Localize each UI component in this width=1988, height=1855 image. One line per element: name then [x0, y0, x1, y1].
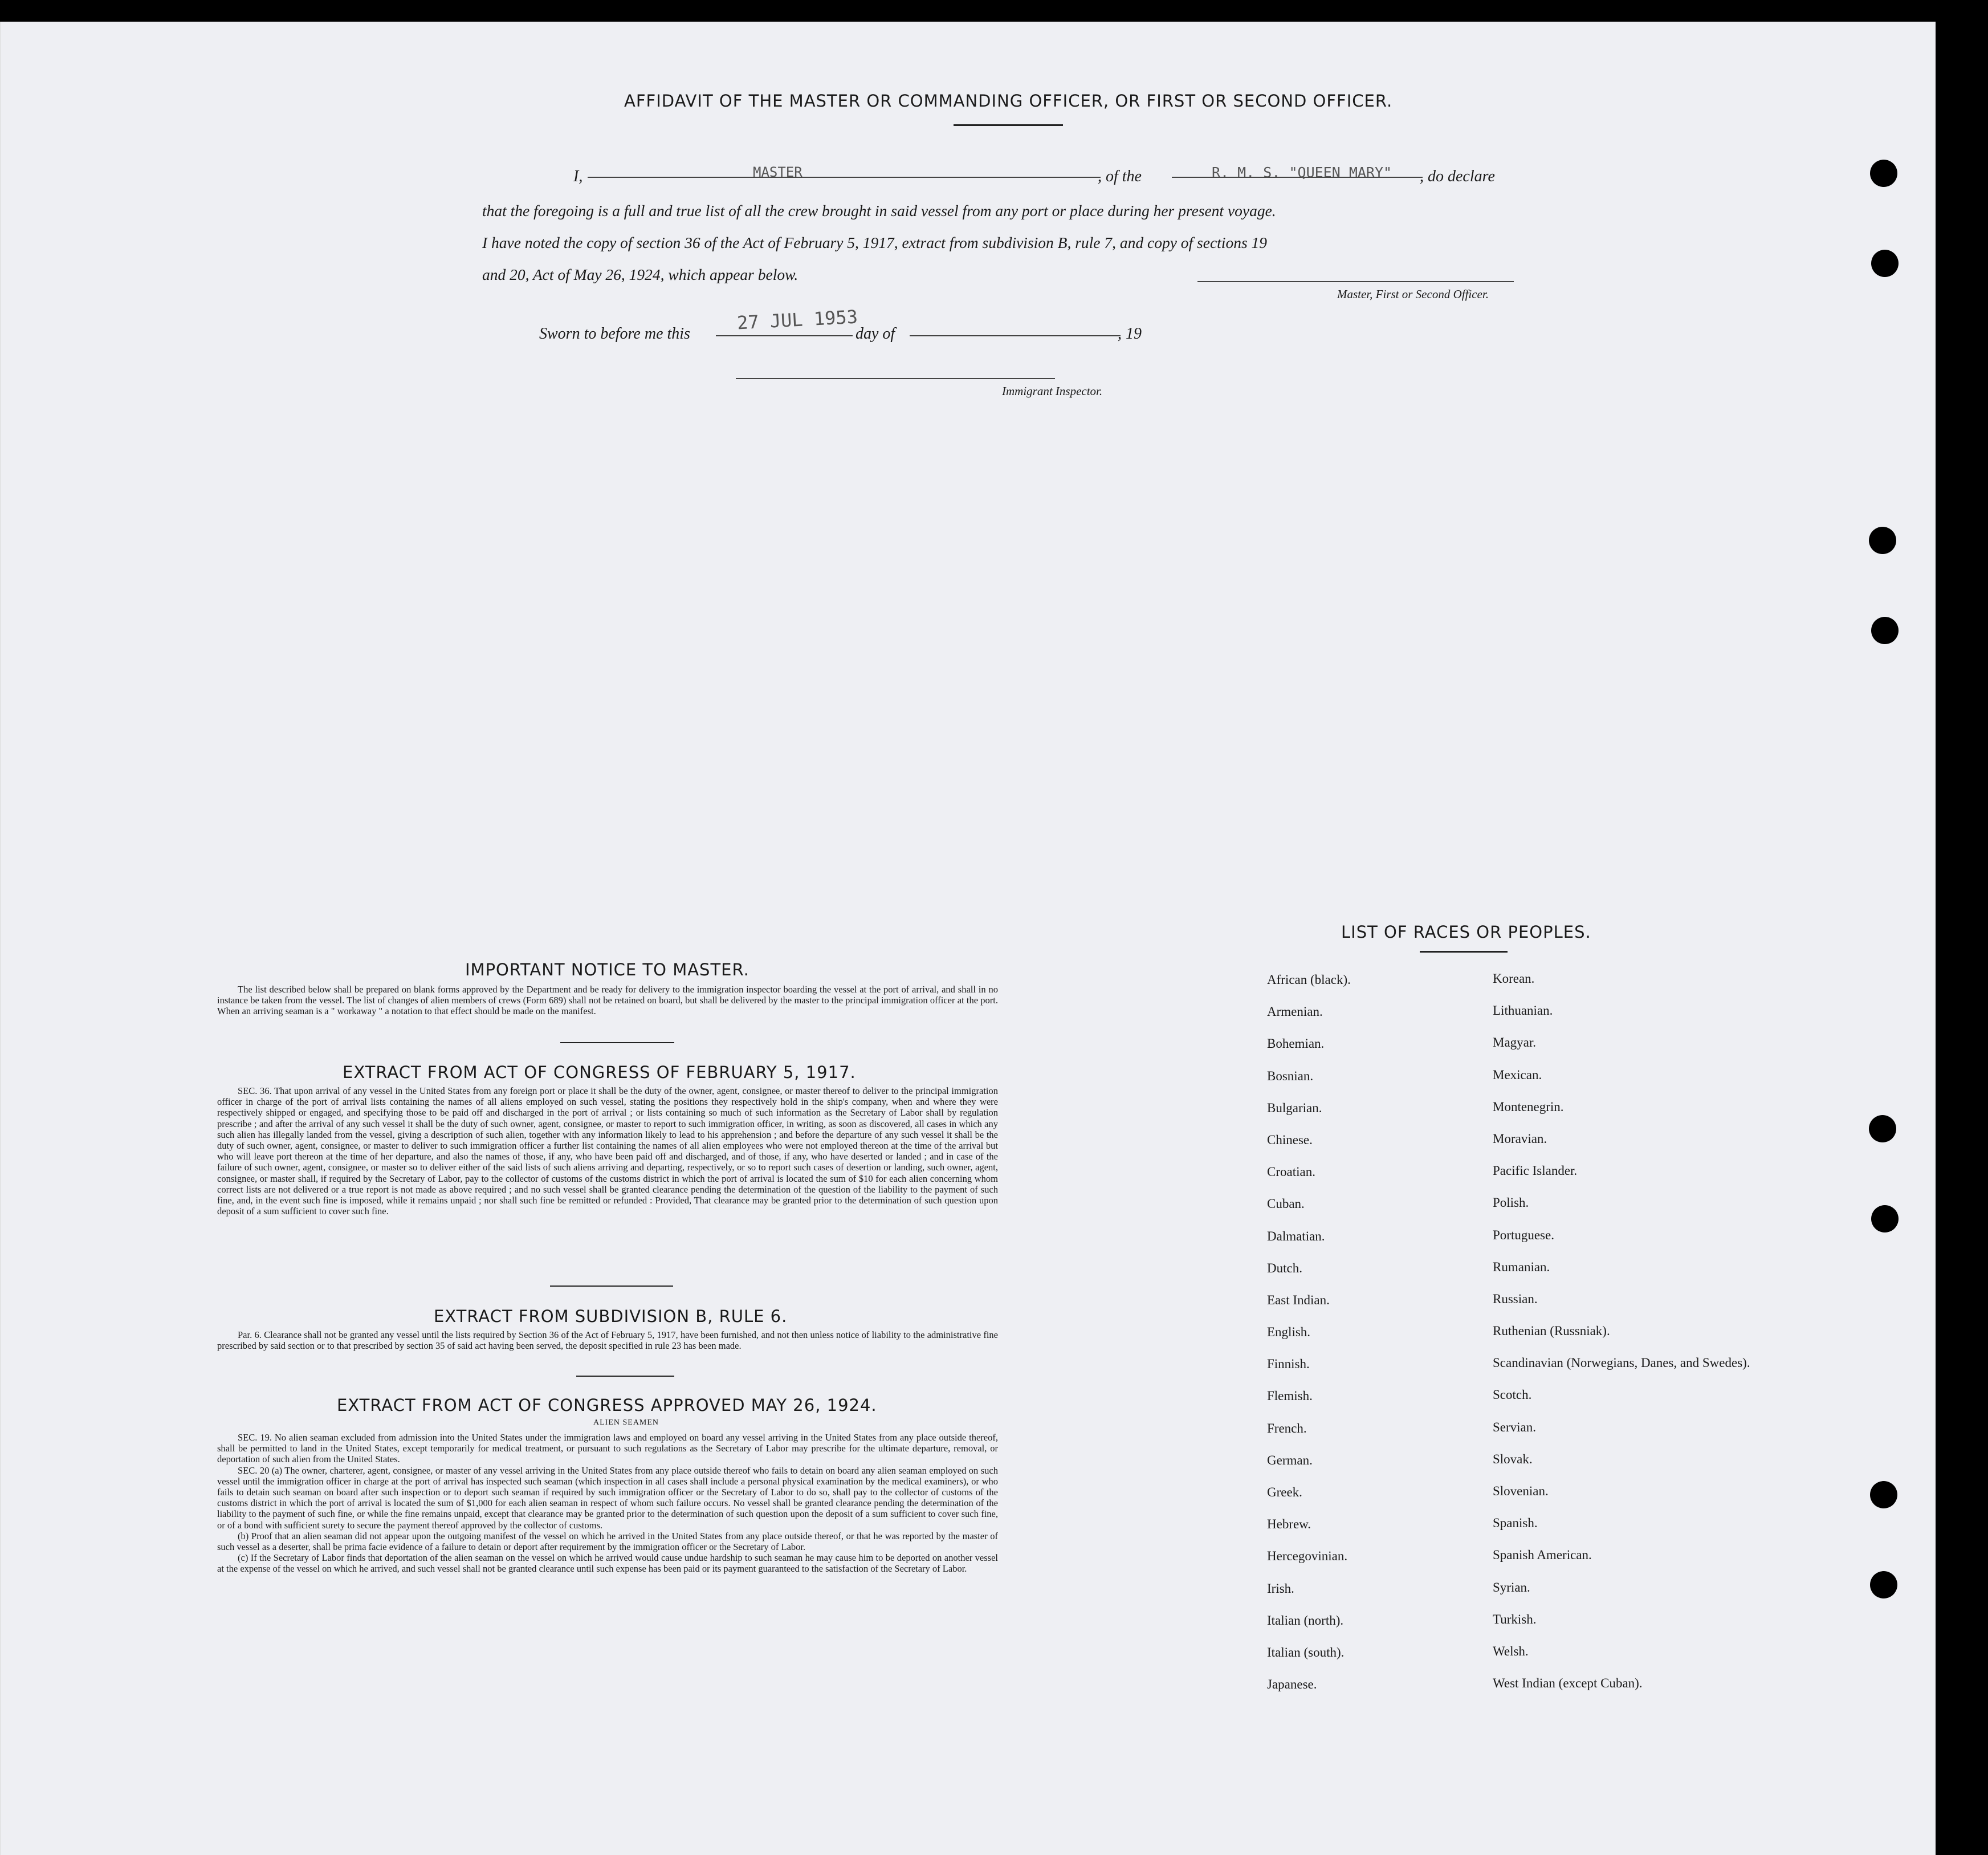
- race-item: Italian (north).: [1267, 1613, 1344, 1628]
- race-item: Armenian.: [1267, 1004, 1323, 1019]
- race-item: Cuban.: [1267, 1197, 1305, 1211]
- race-item: Magyar.: [1493, 1035, 1537, 1050]
- race-item: Korean.: [1493, 971, 1535, 986]
- race-item: Scandinavian (Norwegians, Danes, and Swedes).: [1493, 1356, 1750, 1370]
- race-item: Slovak.: [1493, 1451, 1533, 1466]
- punch-hole: [1870, 1571, 1897, 1598]
- race-item: Moravian.: [1493, 1131, 1547, 1146]
- divider-3: [576, 1376, 674, 1377]
- divider-2: [550, 1286, 673, 1287]
- race-item: Finnish.: [1267, 1357, 1310, 1372]
- of-the-label: , of the: [1098, 168, 1142, 185]
- notice-title: IMPORTANT NOTICE TO MASTER.: [465, 960, 749, 979]
- race-item: Slovenian.: [1493, 1484, 1549, 1498]
- race-item: Spanish American.: [1493, 1548, 1592, 1563]
- race-item: Mexican.: [1493, 1067, 1542, 1082]
- race-item: Irish.: [1267, 1581, 1294, 1596]
- declaration-line-2: I have noted the copy of section 36 of the Act of February 5, 1917, extract from subdivision B, rule 7, and copy of sections 19: [482, 234, 1268, 251]
- punch-hole: [1870, 160, 1897, 187]
- race-item: Greek.: [1267, 1485, 1302, 1499]
- name-stamp: MASTER: [753, 164, 802, 180]
- punch-hole: [1871, 250, 1899, 277]
- inspector-line: [736, 378, 1055, 379]
- notice-text: The list described below shall be prepared on blank forms approved by the Department and be ready for delivery to the immigration inspector boarding the vessel at the port of arrival, and shall in no instance be taken from the vessel. The list of changes of alien members of crews (Form 689) shall not be retained on board, but shall be delivered by the master to the principal immigration officer at the port. When an arriving seaman is a " workaway " a notation to that effect should be made on the manifest.: [217, 984, 998, 1017]
- race-item: West Indian (except Cuban).: [1493, 1676, 1643, 1691]
- day-blank-line: [716, 335, 853, 336]
- race-item: Portuguese.: [1493, 1227, 1554, 1242]
- race-item: Spanish.: [1493, 1516, 1538, 1531]
- manifest-page: [0, 22, 1936, 1855]
- extract-1924-title: EXTRACT FROM ACT OF CONGRESS APPROVED MAY 26, 1924.: [337, 1396, 877, 1415]
- race-item: Russian.: [1493, 1291, 1538, 1306]
- inspector-caption: Immigrant Inspector.: [1002, 384, 1103, 398]
- i-label: I,: [573, 168, 583, 185]
- month-blank-line: [910, 335, 1121, 336]
- race-item: African (black).: [1267, 973, 1351, 987]
- declaration-line-1: that the foregoing is a full and true list of all the crew brought in said vessel from any port or place during her present voyage.: [482, 202, 1276, 219]
- race-item: Servian.: [1493, 1419, 1537, 1434]
- race-item: Syrian.: [1493, 1580, 1530, 1594]
- subdivision-b-text: Par. 6. Clearance shall not be granted any vessel until the lists required by Section 36 of the Act of February 5, 1917, have been furnished, and not then unless notice of liability to the administrative fine prescribed by said section or to that prescribed by section 35 of said act having been served, the deposit specified in rule 23 has been made.: [217, 1329, 998, 1352]
- race-item: Flemish.: [1267, 1389, 1313, 1404]
- race-item: Dutch.: [1267, 1260, 1302, 1275]
- extract-1917-title: EXTRACT FROM ACT OF CONGRESS OF FEBRUARY 5, 1917.: [343, 1063, 856, 1082]
- day-of-label: day of: [856, 325, 895, 343]
- race-item: Lithuanian.: [1493, 1003, 1553, 1018]
- race-item: Hercegovinian.: [1267, 1549, 1348, 1564]
- extract-1917-text: SEC. 36. That upon arrival of any vessel in the United States from any foreign port or place it shall be the duty of the owner, agent, consignee, or master thereof to deliver to the principal immigration officer in charge of the port of arrival lists containing the names of all aliens employed on such vessel, stating the positions they respectively hold in the ship's company, when and where they were respectively shipped or engaged, and specifying those to be paid off and discharged in the port of arrival ; or lists containing so much of such information as the Secretary of Labor shall by regulation prescribe ; and after the arrival of any such vessel it shall be the duty of such owner, agent, consignee, or master to report to such immigration officer, in writing, as soon as discovered, all cases in which any such alien has illegally landed from the vessel, giving a description of such alien, together with any information likely to lead to his apprehension ; and before the departure of any such vessel it shall be the duty of such owner, agent, consignee, or master to deliver to such immigration officer a further list containing the names of all alien employees who were not employed thereon at the time of the arrival but who will leave port thereon at the time of her departure, and also the names of those, if any, who have been paid off and discharged, and of those, if any, who have deserted or landed ; and in case of the failure of such owner, agent, consignee, or master so to deliver either of the said lists of such aliens arriving and departing, respectively, or so to report such cases of desertion or landing, such owner, agent, consignee, or master shall, if required by the Secretary of Labor, pay to the collector of customs of the customs district in which the port of arrival is located the sum of $10 for each alien concerning whom correct lists are not delivered or a true report is not made as above required ; and no such vessel shall be granted clearance pending the determination of the question of the liability to the payment of such fine, and, in the event such fine is imposed, while it remains unpaid ; nor shall such fine be remitted or refunded : Provided, That clearance may be granted prior to the determination of such question upon deposit of a sum sufficient to cover such fine.: [217, 1085, 998, 1217]
- extract-1924-subtitle: ALIEN SEAMEN: [593, 1418, 659, 1427]
- punch-hole: [1870, 1481, 1897, 1508]
- extract-1924-text: [217, 1432, 998, 1575]
- sec-20a: SEC. 20 (a) The owner, charterer, agent, consignee, or master of any vessel arriving in the United States from any place outside thereof who fails to detain on board any alien seaman employed on such vessel until the immigration officer in charge at the port of arrival has inspected such seaman (which inspection in all cases shall include a personal physical examination by the medical examiners), or who fails to detain such seaman on board after such inspection or to deport such seaman if required by such immigration officer or the Secretary of Labor to do so, shall pay to the collector of customs of the customs district in which the port of arrival is located the sum of $1,000 for each alien seaman in respect of whom such failure occurs. No vessel shall be granted clearance pending the determination of the liability to the payment of such fine, or while the fine remains unpaid, except that clearance may be granted prior to the determination of such question upon the deposit of a sum sufficient to cover such fine, or of a bond with sufficient surety to secure the payment thereof approved by the collector of customs.: [217, 1465, 998, 1531]
- declaration-line-3: and 20, Act of May 26, 1924, which appear below.: [482, 266, 799, 283]
- race-item: Bosnian.: [1267, 1068, 1314, 1083]
- affidavit-title: AFFIDAVIT OF THE MASTER OR COMMANDING OFFICER, OR FIRST OR SECOND OFFICER.: [624, 91, 1393, 111]
- race-item: French.: [1267, 1421, 1307, 1435]
- race-item: Japanese.: [1267, 1677, 1317, 1692]
- race-item: Polish.: [1493, 1195, 1529, 1210]
- year-label: , 19: [1118, 325, 1142, 343]
- signature-line: [1197, 281, 1514, 282]
- race-item: Rumanian.: [1493, 1259, 1550, 1274]
- races-left-column: [1267, 973, 1351, 1709]
- name-blank-line: [588, 177, 1101, 178]
- race-item: Scotch.: [1493, 1388, 1532, 1402]
- do-declare-label: , do declare: [1420, 168, 1495, 185]
- race-item: Dalmatian.: [1267, 1228, 1325, 1243]
- sworn-label: Sworn to before me this: [539, 325, 690, 343]
- sec-20b: (b) Proof that an alien seaman did not appear upon the outgoing manifest of the vessel on which he arrived in the United States from any place outside thereof, or that he was reported by the master of such vessel as a deserter, shall be prima facie evidence of a failure to detain or deport after requirement by the immigration officer or the Secretary of Labor.: [217, 1530, 998, 1553]
- subdivision-b-title: EXTRACT FROM SUBDIVISION B, RULE 6.: [434, 1307, 788, 1326]
- title-divider: [954, 124, 1063, 126]
- race-item: English.: [1267, 1325, 1311, 1340]
- punch-hole: [1869, 1115, 1896, 1142]
- signature-caption: Master, First or Second Officer.: [1337, 287, 1489, 301]
- race-item: East Indian.: [1267, 1292, 1330, 1307]
- vessel-stamp: R. M. S. "QUEEN MARY": [1212, 164, 1392, 181]
- punch-hole: [1871, 617, 1899, 644]
- race-item: Chinese.: [1267, 1132, 1313, 1147]
- sec-20c: (c) If the Secretary of Labor finds that deportation of the alien seaman on the vessel on which he arrived would cause undue hardship to such seaman he may cause him to be deported on another vessel at the expense of the vessel on which he arrived, and such vessel shall not be granted clearance until such expense has been paid or its payment guaranteed to the satisfaction of the Secretary of Labor.: [217, 1552, 998, 1575]
- race-item: Turkish.: [1493, 1612, 1537, 1626]
- race-item: Hebrew.: [1267, 1517, 1311, 1532]
- race-item: Montenegrin.: [1493, 1099, 1564, 1114]
- race-item: Ruthenian (Russniak).: [1493, 1324, 1610, 1339]
- race-item: Pacific Islander.: [1493, 1164, 1578, 1178]
- race-item: Croatian.: [1267, 1165, 1315, 1179]
- sec-19: SEC. 19. No alien seaman excluded from admission into the United States under the immigration laws and employed on board any vessel arriving in the United States from any place outside thereof, shall be permitted to land in the United States, except temporarily for medical treatment, or pursuant to such regulations as the Secretary of Labor may prescribe for the ultimate departure, removal, or deportation of such alien from the United States.: [217, 1432, 998, 1465]
- punch-hole: [1869, 527, 1896, 554]
- races-title-underline: [1420, 951, 1508, 953]
- divider-1: [560, 1042, 674, 1043]
- race-item: German.: [1267, 1453, 1313, 1467]
- race-item: Bohemian.: [1267, 1036, 1325, 1051]
- race-item: Welsh.: [1493, 1644, 1529, 1658]
- race-item: Italian (south).: [1267, 1645, 1345, 1659]
- races-right-column: [1493, 971, 1750, 1708]
- date-stamp: 27 JUL 1953: [736, 306, 858, 334]
- punch-hole: [1871, 1205, 1899, 1232]
- races-title: LIST OF RACES OR PEOPLES.: [1341, 922, 1591, 942]
- race-item: Bulgarian.: [1267, 1100, 1322, 1115]
